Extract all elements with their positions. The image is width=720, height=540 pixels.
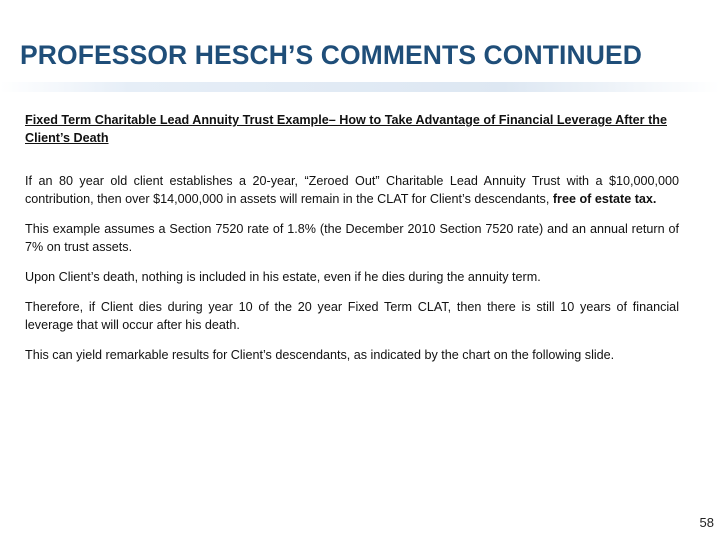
paragraph-results: This can yield remarkable results for Client’s descendants, as indicated by the chart on the following slide. xyxy=(25,348,615,362)
section-heading: Fixed Term Charitable Lead Annuity Trust Example– How to Take Advantage of Financial Leverage After the Client’s Death xyxy=(25,113,667,145)
page-number: 58 xyxy=(699,515,714,530)
paragraph-clat-example xyxy=(25,172,679,208)
estate-tax-emphasis: free of estate tax. xyxy=(552,192,657,206)
title-underline-band xyxy=(0,82,720,92)
paragraph-financial-leverage: Therefore, if Client dies during year 10 of the 20 year Fixed Term CLAT, then there is still 10 years of financial leverage that will occur after his death. xyxy=(25,300,679,332)
paragraph-clat-example-text: If an 80 year old client establishes a 20-year, “Zeroed Out” Charitable Lead Annuity Trust with a $10,000,000 contribution, then over $14,000,000 in assets will remain in the CLAT for Client’s descendants, xyxy=(25,174,679,206)
paragraph-client-death: Upon Client’s death, nothing is included in his estate, even if he dies during the annuity term. xyxy=(25,270,541,284)
slide-title: PROFESSOR HESCH’S COMMENTS CONTINUED xyxy=(20,40,642,70)
slide-body xyxy=(25,111,679,364)
paragraph-assumptions: This example assumes a Section 7520 rate of 1.8% (the December 2010 Section 7520 rate) and an annual return of 7% on trust assets. xyxy=(25,222,679,254)
